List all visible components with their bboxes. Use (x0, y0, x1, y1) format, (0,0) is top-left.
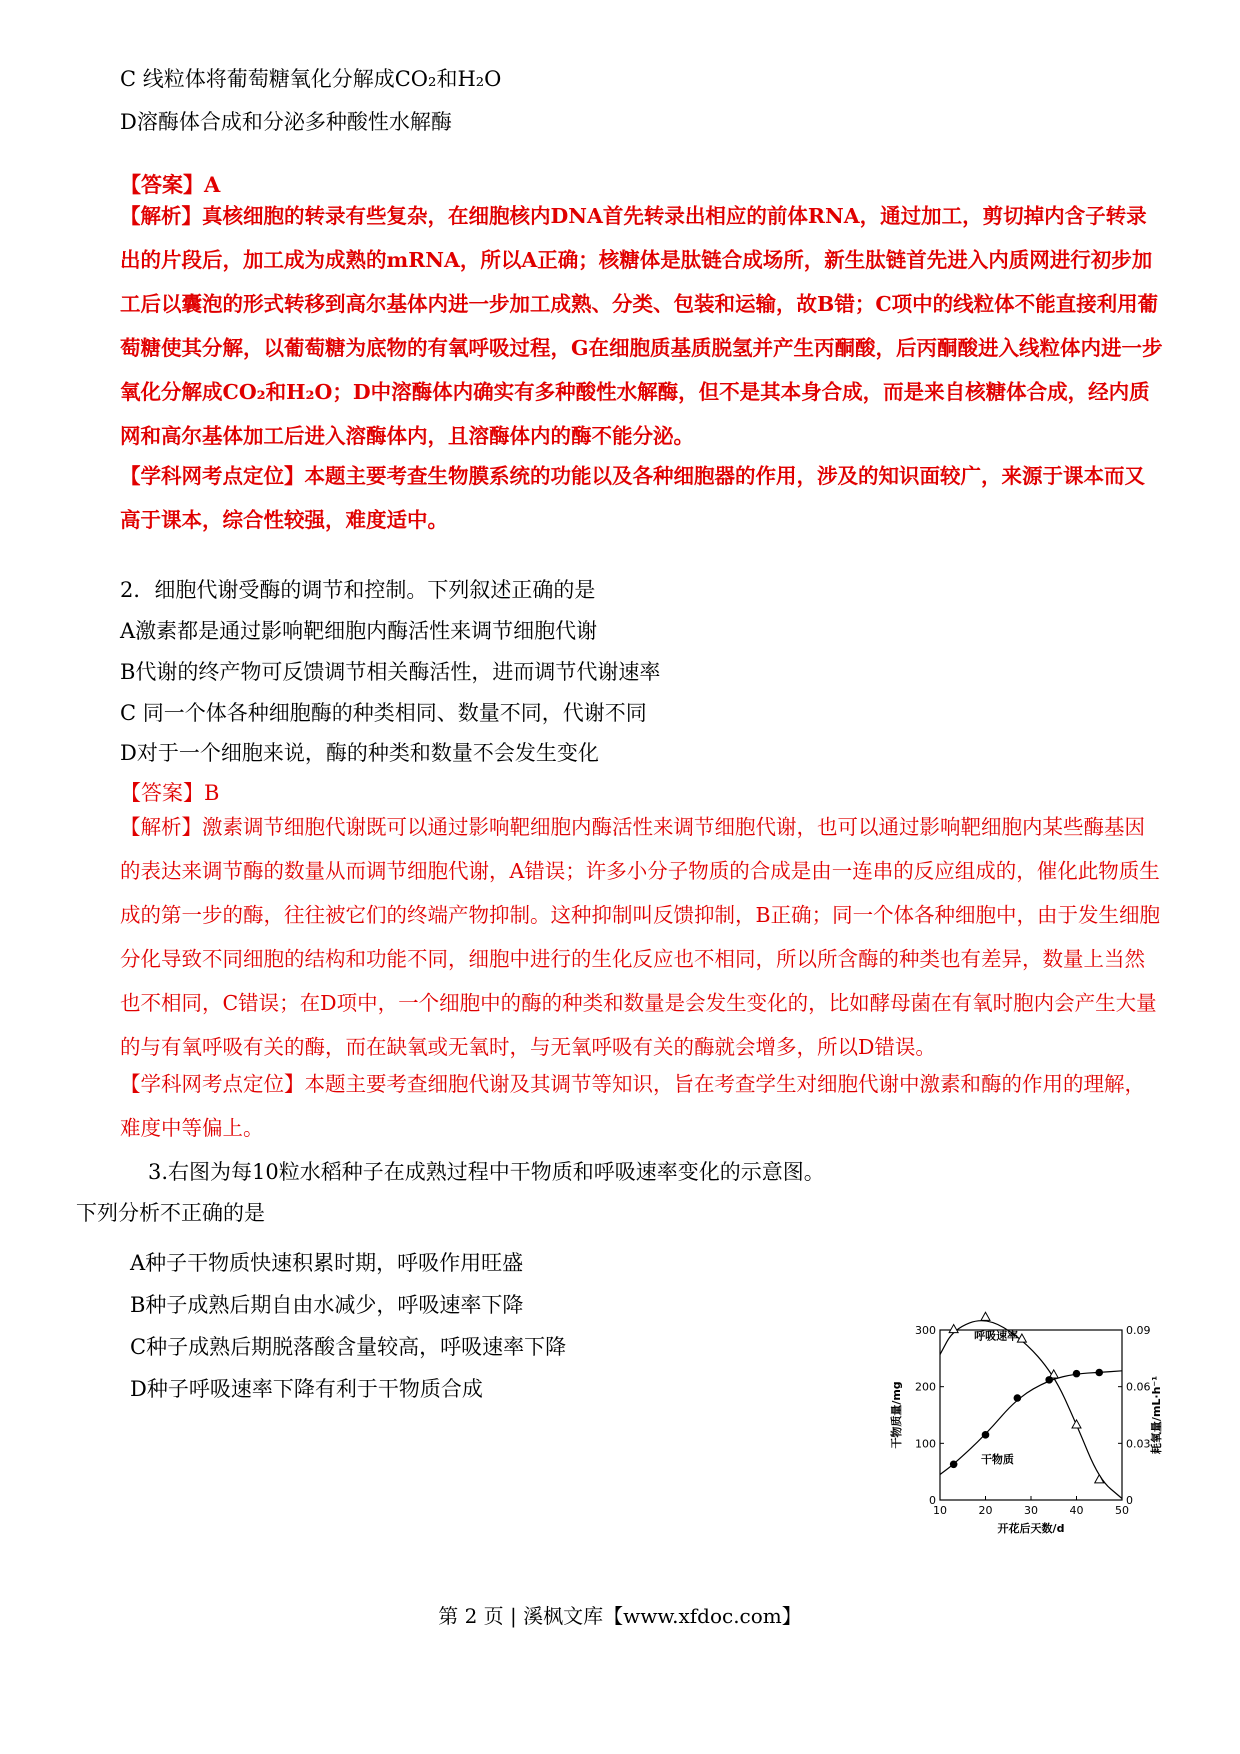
knowledge-point-label: 【学科网考点定位】 (120, 464, 305, 488)
q1-option-c: C 线粒体将葡萄糖氧化分解成CO₂和H₂O (120, 67, 502, 91)
q2-option-b: B代谢的终产物可反馈调节相关酶活性，进而调节代谢速率 (120, 660, 661, 684)
respiration-point (949, 1325, 958, 1333)
x-tick-label: 50 (1115, 1504, 1129, 1517)
y-left-tick-label: 300 (915, 1324, 936, 1337)
series-label-respiration: 呼吸速率 (974, 1329, 1019, 1343)
q3-option-c: C种子成熟后期脱落酸含量较高，呼吸速率下降 (130, 1335, 567, 1359)
q2-option-d: D对于一个细胞来说，酶的种类和数量不会发生变化 (120, 741, 599, 765)
q3-stem-line-2: 下列分析不正确的是 (76, 1201, 265, 1225)
answer-value: A (204, 172, 221, 197)
respiration-point (981, 1312, 990, 1320)
q2-option-a: A激素都是通过影响靶细胞内酶活性来调节细胞代谢 (120, 619, 598, 643)
seed-maturation-chart (880, 1300, 1190, 1575)
x-tick-label: 20 (978, 1504, 993, 1517)
x-tick-label: 10 (933, 1504, 947, 1517)
y-right-axis-label: 耗氧量/mL·h⁻¹ (1150, 1375, 1163, 1455)
dry-matter-point (982, 1431, 990, 1439)
series-line-dry-matter (940, 1371, 1122, 1475)
answer-label: 【答案】 (120, 781, 204, 805)
explanation-label: 【解析】 (120, 815, 202, 839)
q3-option-d: D种子呼吸速率下降有利于干物质合成 (130, 1377, 483, 1401)
y-left-tick-label: 100 (915, 1437, 936, 1451)
dry-matter-point (1014, 1394, 1022, 1402)
q2-option-c: C 同一个体各种细胞酶的种类相同、数量不同，代谢不同 (120, 701, 647, 725)
dry-matter-point (950, 1461, 958, 1469)
y-right-tick-label: 0.09 (1126, 1324, 1151, 1337)
answer-label: 【答案】 (120, 172, 204, 197)
y-right-tick-label: 0.06 (1126, 1380, 1151, 1394)
q3-option-b: B种子成熟后期自由水减少，呼吸速率下降 (130, 1293, 524, 1317)
q3-stem-line-1: 3.右图为每10粒水稻种子在成熟过程中干物质和呼吸速率变化的示意图。 (148, 1160, 825, 1184)
q2-explanation (120, 805, 1165, 1069)
knowledge-point-text: 本题主要考查生物膜系统的功能以及各种细胞器的作用，涉及的知识面较广，来源于课本而又高于课本，综合性较强，难度适中。 (120, 464, 1145, 532)
y-left-axis-label: 干物质量/mg (890, 1381, 903, 1449)
y-right-tick-label: 0.03 (1126, 1437, 1151, 1451)
x-tick-label: 40 (1069, 1504, 1084, 1517)
y-left-tick-label: 0 (929, 1494, 936, 1507)
y-right-tick-label: 0 (1126, 1494, 1133, 1507)
dry-matter-point (1095, 1369, 1103, 1377)
dry-matter-point (1073, 1370, 1081, 1378)
q3-option-a: A种子干物质快速积累时期，呼吸作用旺盛 (130, 1251, 524, 1275)
respiration-point (1072, 1420, 1081, 1428)
explanation-text: 真核细胞的转录有些复杂，在细胞核内DNA首先转录出相应的前体RNA，通过加工，剪切掉内含子转录出的片段后，加工成为成熟的mRNA，所以A正确；核糖体是肽链合成场所，新生肽链首先进入内质网进行初步加工后以囊泡的形式转移到高尔基体内进一步加工成熟、分类、包装和运输，故B错；C项中的线粒体不能直接利用葡萄糖使其分解，以葡萄糖为底物的有氧呼吸过程，G在细胞质基质脱氢并产生丙酮酸，后丙酮酸进入线粒体内进一步氧化分解成CO₂和H₂O；D中溶酶体内确实有多种酸性水解酶，但不是其本身合成，而是来自核糖体合成，经内质网和高尔基体加工后进入溶酶体内，且溶酶体内的酶不能分泌。 (120, 204, 1163, 448)
q2-knowledge-point (120, 1062, 1165, 1150)
series-line-respiration (940, 1321, 1122, 1499)
explanation-text: 激素调节细胞代谢既可以通过影响靶细胞内酶活性来调节细胞代谢，也可以通过影响靶细胞内某些酶基因的表达来调节酶的数量从而调节细胞代谢，A错误；许多小分子物质的合成是由一连串的反应组成的，催化此物质生成的第一步的酶，往往被它们的终端产物抑制。这种抑制叫反馈抑制，B正确；同一个体各种细胞中，由于发生细胞分化导致不同细胞的结构和功能不同，细胞中进行的生化反应也不相同，所以所含酶的种类也有差异，数量上当然也不相同，C错误；在D项中，一个细胞中的酶的种类和数量是会发生变化的，比如酵母菌在有氧时胞内会产生大量的与有氧呼吸有关的酶，而在缺氧或无氧时，与无氧呼吸有关的酶就会增多，所以D错误。 (120, 815, 1161, 1059)
page-footer: 第 2 页 | 溪枫文库【www.xfdoc.com】 (438, 1604, 802, 1628)
x-axis-label: 开花后天数/d (997, 1522, 1065, 1535)
x-tick-label: 30 (1024, 1504, 1038, 1517)
explanation-label: 【解析】 (120, 204, 202, 228)
dry-matter-point (1045, 1376, 1053, 1384)
series-label-dry-matter: 干物质 (980, 1453, 1014, 1467)
q2-stem: 2．细胞代谢受酶的调节和控制。下列叙述正确的是 (120, 578, 596, 602)
y-left-tick-label: 200 (915, 1380, 936, 1394)
q2-answer (120, 778, 219, 808)
q1-knowledge-point (120, 454, 1165, 542)
knowledge-point-text: 本题主要考查细胞代谢及其调节等知识，旨在考查学生对细胞代谢中激素和酶的作用的理解，难度中等偏上。 (120, 1072, 1145, 1140)
answer-value: B (204, 781, 220, 805)
q1-explanation (120, 194, 1165, 458)
plot-frame (940, 1330, 1122, 1500)
q1-option-d: D溶酶体合成和分泌多种酸性水解酶 (120, 110, 452, 134)
knowledge-point-label: 【学科网考点定位】 (120, 1072, 305, 1096)
